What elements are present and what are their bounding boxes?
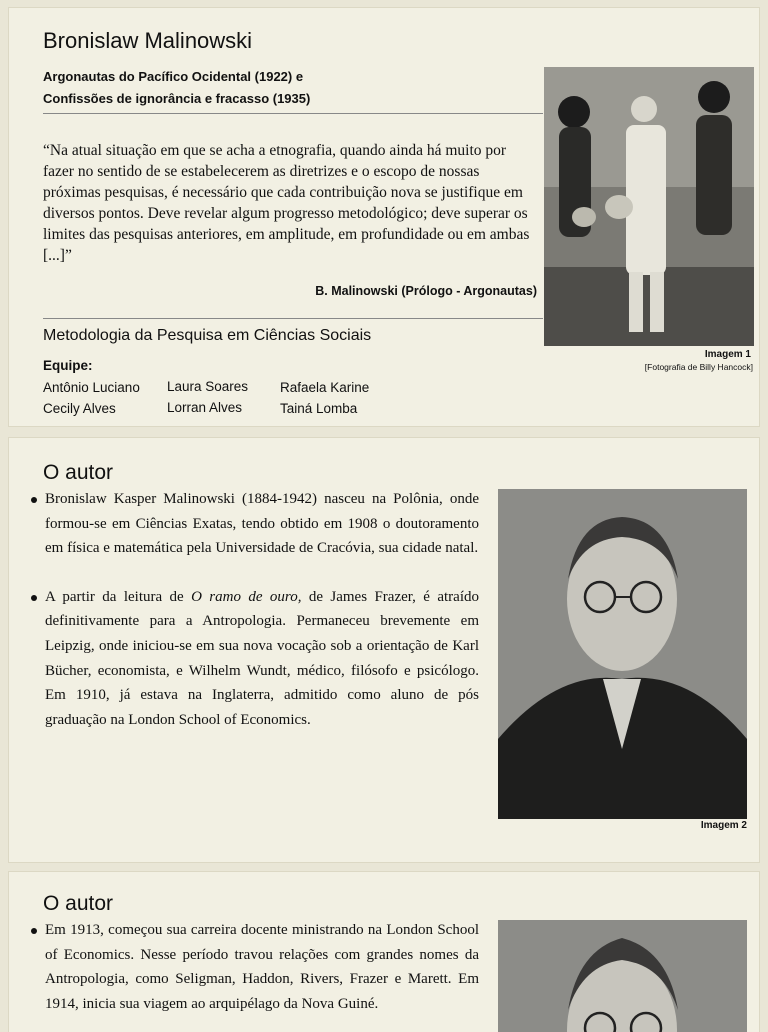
quote-text: “Na atual situação em que se acha a etnografia, quando ainda há muito por fazer no sentido de se estabelecerem as diretrizes e o escopo de nossas próximas pesquisas, é necessário que cada contribuição nova se justifique em diversos pontos. Deve revelar algum progresso metodológico; deve superar os limites das pesquisas anteriores, em amplitude, em profundidade ou em ambas [...]”	[43, 142, 530, 264]
bullet-text: Em 1913, começou sua carreira docente ministrando na London School of Economics. Nesse período travou relações com grandes nomes da Antropologia, como Seligman, Haddon, Rivers, Frazer e Marett. Em 1914, inicia sua viagem ao arquipélago da Nova Guiné.	[45, 922, 479, 1012]
bullet-dot	[31, 497, 37, 503]
team-member: Cecily Alves	[43, 401, 116, 416]
section-heading: O autor	[43, 892, 114, 915]
divider	[43, 113, 543, 114]
portrait-illustration	[498, 920, 747, 1032]
book-title-2: Confissões de ignorância e fracasso (1935)	[43, 91, 311, 106]
field-photo-image	[544, 67, 754, 346]
field-photo-illustration	[544, 67, 754, 346]
quote-source: B. Malinowski (Prólogo - Argonautas)	[315, 284, 537, 298]
list-item	[29, 918, 479, 1016]
bullet-dot	[31, 928, 37, 934]
list-item	[29, 585, 479, 733]
slide-author-2	[9, 872, 759, 1032]
bullet-list	[29, 487, 479, 756]
list-item	[29, 487, 479, 561]
bullet-text: A partir da leitura de	[45, 588, 192, 605]
slide-author	[9, 438, 759, 862]
page-title: Bronislaw Malinowski	[43, 28, 253, 53]
team-member: Laura Soares	[167, 379, 249, 394]
bullet-text: Bronislaw Kasper Malinowski (1884-1942) nasceu na Polônia, onde formou-se em Ciências Exatas, tendo obtido em 1908 o doutoramento em física e matemática pela Universidade de Cracóvia, sua cidade natal.	[45, 491, 479, 557]
bullet-text: de James Frazer, é atraído definitivamente para a Antropologia. Permaneceu brevemente em Leipzig, onde iniciou-se em sua nova vocação sob a orientação de Karl Bücher, economista, e Wilhelm Wundt, médico, filósofo e psicólogo. Em 1910, já estava na Inglaterra, admitido como aluno de pós graduação na London School of Economics.	[45, 588, 479, 728]
team-member: Lorran Alves	[167, 400, 243, 415]
portrait-illustration	[498, 489, 747, 819]
slide-cover	[9, 8, 759, 426]
team-label: Equipe:	[43, 358, 93, 373]
image-caption: Imagem 1	[704, 349, 751, 360]
team-member: Rafaela Karine	[280, 380, 370, 395]
team-member: Antônio Luciano	[43, 380, 140, 395]
portrait-photo-image	[498, 920, 747, 1032]
divider	[43, 318, 543, 319]
book-titles	[43, 66, 363, 110]
image-credit: [Fotografia de Billy Hancock]	[644, 362, 753, 372]
book-title-1: Argonautas do Pacífico Ocidental (1922) e	[43, 69, 304, 84]
image-caption: Imagem 2	[700, 820, 747, 831]
bullet-list	[29, 918, 479, 1032]
bullet-dot	[31, 595, 37, 601]
book-title-italic: O ramo de ouro,	[191, 588, 302, 605]
team-member: Tainá Lomba	[280, 401, 358, 416]
course-title: Metodologia da Pesquisa em Ciências Sociais	[43, 327, 372, 344]
section-heading: O autor	[43, 461, 114, 484]
portrait-photo-image	[498, 489, 747, 819]
